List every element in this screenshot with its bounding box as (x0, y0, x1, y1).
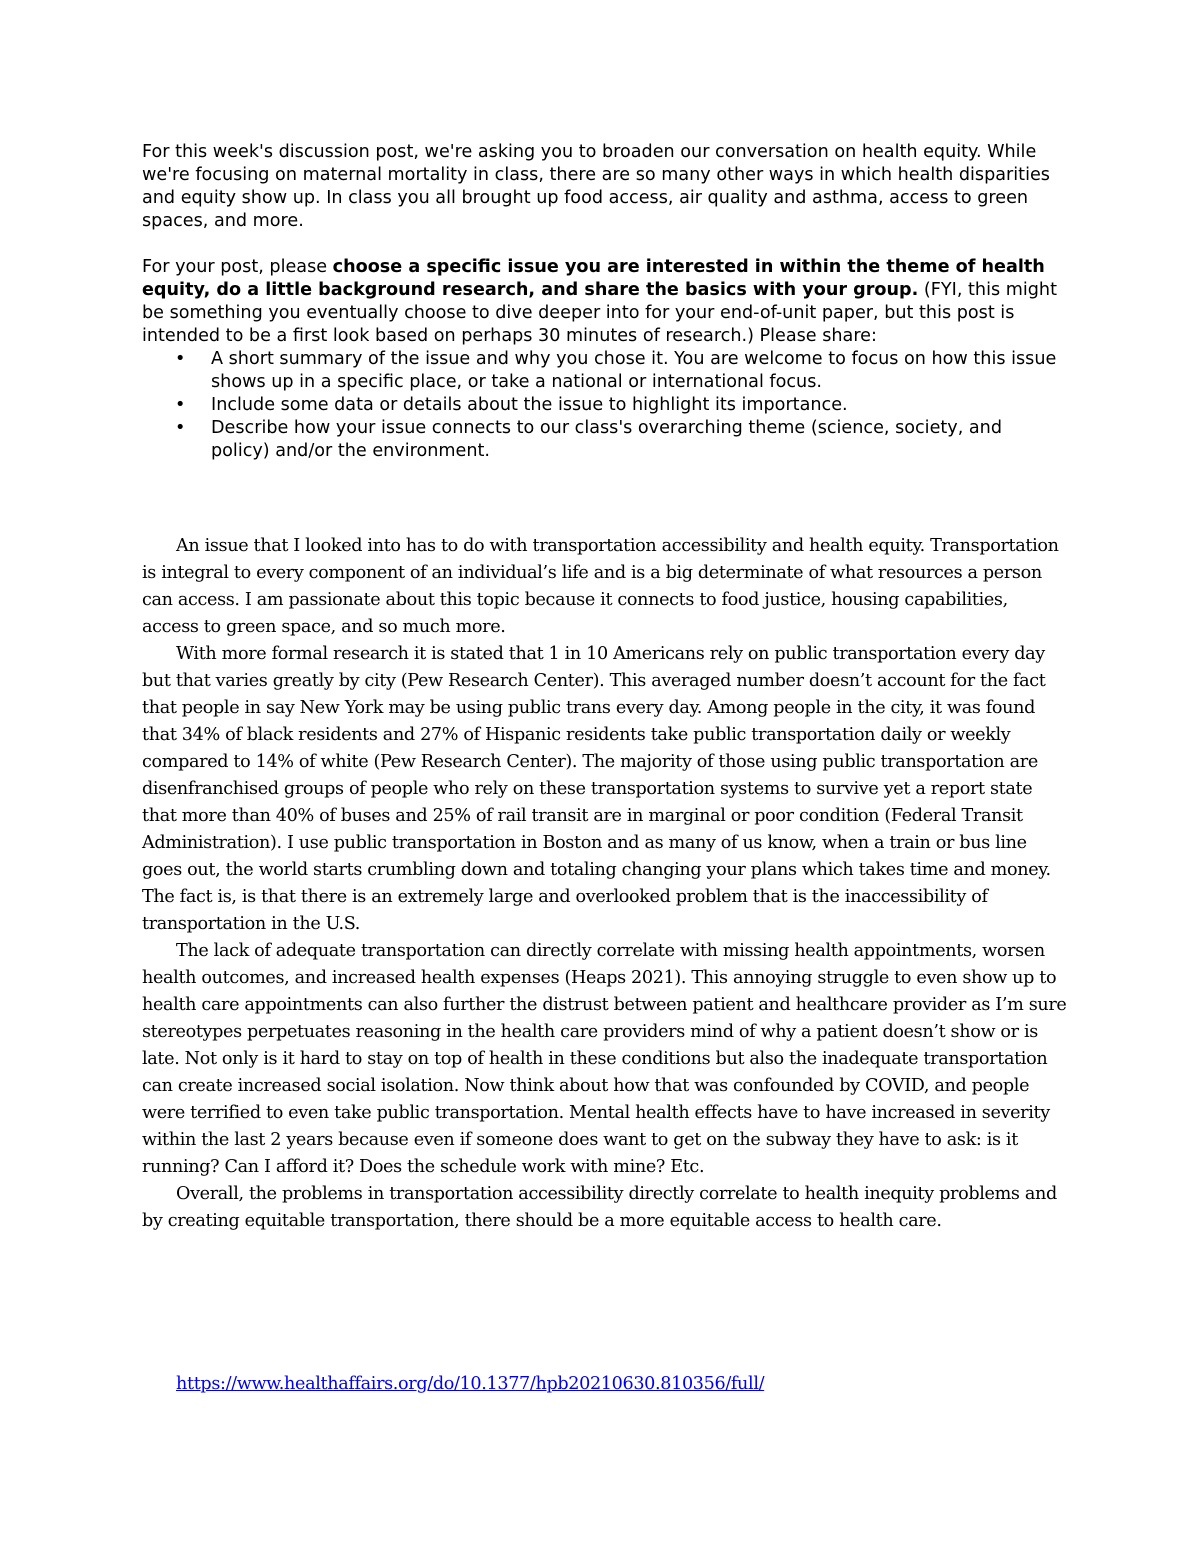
list-item-text: A short summary of the issue and why you chose it. You are welcome to focus on how this issue shows up in a specific place, or take a national or international focus. (211, 349, 1057, 392)
prompt-instructions-rest: (FYI, this might be something you eventually choose to dive deeper into for your end-of-unit paper, but this post is intended to be a first look based on perhaps 30 minutes of research.) Please share: (142, 280, 1057, 346)
prompt-intro: For this week's discussion post, we're asking you to broaden our conversation on health equity. While we're focusing on maternal mortality in class, there are so many other ways in which health disparities and equity show up. In class you all brought up food access, air quality and asthma, access to green spaces, and more. (142, 142, 1050, 231)
prompt-bullet-list (142, 348, 1062, 463)
prompt-instructions (142, 256, 1062, 348)
essay-paragraph: The lack of adequate transportation can directly correlate with missing health appointments, worsen health outcomes, and increased health expenses (Heaps 2021). This annoying struggle to even show up to health care appointments can also further the distrust between patient and healthcare provider as I’m sure stereotypes perpetuates reasoning in the health care providers mind of why a patient doesn’t show or is late. Not only is it hard to stay on top of health in these conditions but also the inadequate transportation can create increased social isolation. Now think about how that was confounded by COVID, and people were terrified to even take public transportation. Mental health effects have to have increased in severity within the last 2 years because even if someone does want to get on the subway they have to ask: is it running? Can I afford it? Does the schedule work with mine? Etc. (142, 941, 1067, 1177)
bullet-icon: • (175, 395, 186, 415)
bullet-icon: • (175, 349, 186, 369)
list-item-text: Describe how your issue connects to our class's overarching theme (science, society, and policy) and/or the environment. (211, 418, 1002, 461)
list-item-text: Include some data or details about the issue to highlight its importance. (211, 395, 848, 415)
list-item (142, 417, 1062, 463)
list-item (142, 348, 1062, 394)
reference-line (176, 1371, 764, 1398)
prompt-instructions-emphasis: choose a specific issue you are interested in within the theme of health equity, do a little background research, and share the basics with your group. (142, 257, 1045, 300)
list-item (142, 394, 1062, 417)
essay-paragraph: With more formal research it is stated that 1 in 10 Americans rely on public transportation every day but that varies greatly by city (Pew Research Center). This averaged number doesn’t account for the fact that people in say New York may be using public trans every day. Among people in the city, it was found that 34% of black residents and 27% of Hispanic residents take public transportation daily or weekly compared to 14% of white (Pew Research Center). The majority of those using public transportation are disenfranchised groups of people who rely on these transportation systems to survive yet a report state that more than 40% of buses and 25% of rail transit are in marginal or poor condition (Federal Transit Administration). I use public transportation in Boston and as many of us know, when a train or bus line goes out, the world starts crumbling down and totaling changing your plans which takes time and money. The fact is, is that there is an extremely large and overlooked problem that is the inaccessibility of transportation in the U.S. (142, 644, 1051, 934)
reference-link[interactable]: https://www.healthaffairs.org/do/10.1377/hpb20210630.810356/full/ (176, 1374, 765, 1394)
essay-paragraph: An issue that I looked into has to do with transportation accessibility and health equity. Transportation is integral to every component of an individual’s life and is a big determinate of what resources a person can access. I am passionate about this topic because it connects to food justice, housing capabilities, access to green space, and so much more. (142, 536, 1059, 637)
discussion-response (142, 533, 1067, 1235)
assignment-prompt (142, 141, 1062, 463)
prompt-instructions-lead: For your post, please (142, 257, 333, 277)
bullet-icon: • (175, 418, 186, 438)
essay-paragraph: Overall, the problems in transportation accessibility directly correlate to health inequity problems and by creating equitable transportation, there should be a more equitable access to health care. (142, 1184, 1057, 1231)
